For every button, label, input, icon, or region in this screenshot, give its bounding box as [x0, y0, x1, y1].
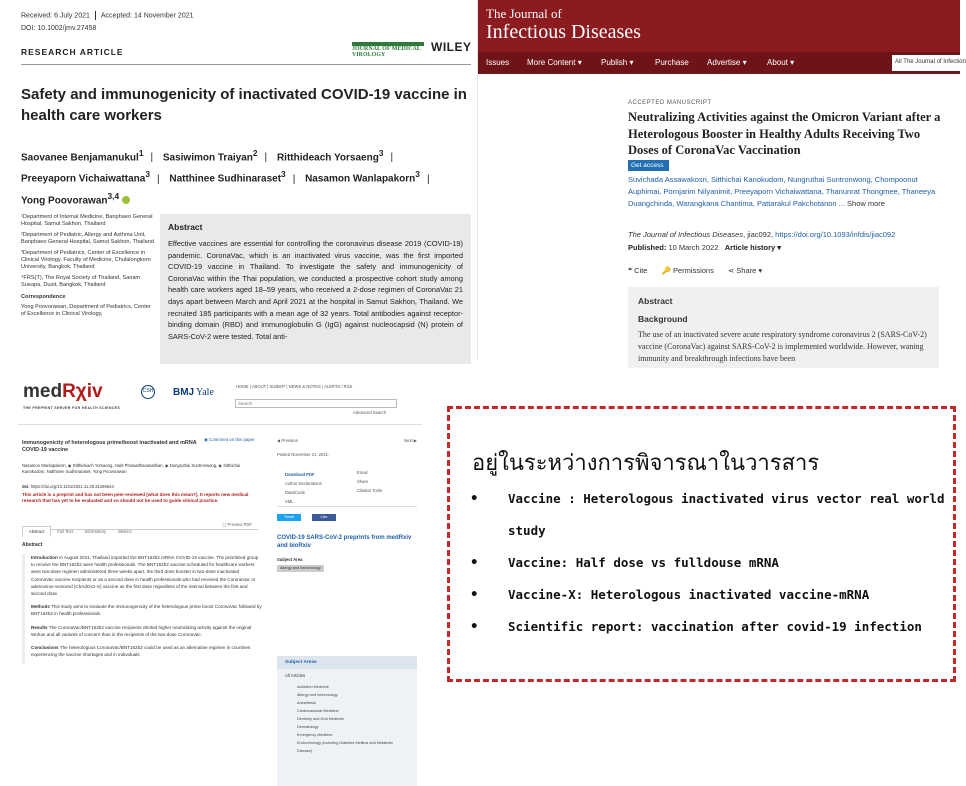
download-pdf-link[interactable]: Download PDF: [285, 472, 315, 477]
abstract-heading: Abstract: [638, 296, 673, 306]
affiliation: ²Department of Pediatric, Allergy and Asthma Unit, Banphaeo General Hospital, Samut Sakhon, Thailand: [21, 231, 154, 246]
yale-logo: Yale: [196, 387, 214, 398]
nav-more-content[interactable]: More Content ▾: [527, 58, 582, 67]
author: Nasamon Wanlapakorn: [305, 173, 416, 185]
nav-advertise[interactable]: Advertise ▾: [707, 58, 747, 67]
data-code-link[interactable]: Data/Code: [285, 490, 306, 495]
jid-article-screenshot: [478, 0, 966, 368]
search-scope-select[interactable]: All The Journal of Infection: [892, 55, 960, 71]
orcid-icon[interactable]: [122, 196, 130, 204]
bullet-icon: •: [470, 491, 479, 507]
article-tools: [628, 266, 774, 275]
subject-areas-panel: [277, 656, 417, 786]
author: Preeyaporn Vichaiwattana: [21, 173, 146, 185]
journal-name-line2: Infectious Diseases: [486, 21, 641, 43]
bullet-icon: •: [470, 619, 479, 635]
share-links: [357, 468, 382, 495]
affiliations: [21, 214, 156, 322]
tab-metrics[interactable]: Metrics: [118, 529, 132, 534]
article-title: Safety and immunogenicity of inactivated COVID-19 vaccine in health care workers: [21, 86, 467, 124]
top-nav[interactable]: HOME | ABOUT | SUBMIT | NEWS & NOTES | ALERTS / RSS: [236, 384, 353, 389]
author-list: Nasamon Wanlapakorn, ◉ Ritthideach Yorsaeng, Harit Phowatthanasathian, ◉ Nungruthai Suntronwong, ◉ Sitthichai Kanokudom, Natthinee Sudhinaraset, Yong Poovorawan: [22, 463, 241, 474]
divider: [21, 64, 471, 65]
tagline: THE PREPRINT SERVER FOR HEALTH SCIENCES: [23, 406, 121, 410]
subject-area-item[interactable]: Emergency Medicine: [297, 733, 333, 737]
correspondence: Yong Poovorawan, Department of Pediatrics, Center of Excellence in Clinical Virology,: [21, 304, 151, 318]
posted-date: Posted November 21, 2021.: [277, 452, 330, 457]
section-label: RESEARCH ARTICLE: [21, 47, 124, 57]
abstract-box: [160, 214, 471, 364]
published-date: 10 March 2022: [668, 243, 719, 252]
author: Sasiwimon Traiyan: [162, 152, 253, 164]
abstract-heading: Abstract: [168, 222, 203, 232]
doi: doi: https://doi.org/10.1101/2021.11.20.21266644: [22, 484, 114, 489]
search-input[interactable]: Search: [235, 399, 397, 408]
next-link[interactable]: Next ▶: [404, 438, 417, 443]
nav-about[interactable]: About ▾: [767, 58, 795, 67]
preprint-title: Immunogenicity of heterologous prime/boost inactivated and mRNA COVID-19 vaccine: [22, 440, 197, 453]
journal-name-line1: The Journal of: [486, 6, 562, 21]
note-item: • Vaccine-X: Heterologous inactivated vaccine-mRNA: [470, 579, 950, 611]
abstract-heading: Abstract: [22, 542, 43, 548]
jmv-article-screenshot: [0, 0, 478, 360]
subject-area-label: Subject Area: [277, 557, 303, 562]
subject-area-item[interactable]: Endocrinology (including Diabetes Mellitus and Metabolic Disease): [297, 741, 394, 753]
abstract-text: Effective vaccines are essential for controlling the coronavirus disease 2019 (COVID-19) pandemic. CoronaVac, which is an inactivated virus vaccine, was the first imported COVID-19 vaccine in Thailand. To investigate the safety and immunogenicity of CoronaVac within the Thai population, we conducted a prospective cohort study among health care workers aged 18–59 years, who received a 2-dose regimen of CoronaVac 21 days apart between March and April 2021 at the hospital in Samut Sakhon, Thailand. We recruited 185 participants with a mean age of 32 years. Total antibodies against receptor-binding domain (RBD) and immunoglobulin G (IgG) against nucleocapsid (N) protein of SARS-CoV-2 were tested. Total anti-: [168, 239, 463, 341]
subject-area-item[interactable]: Addiction Medicine: [297, 685, 329, 689]
share-button[interactable]: ⋖ Share ▾: [727, 266, 763, 275]
subject-area-item[interactable]: Dentistry and Oral Medicine: [297, 717, 344, 721]
author: Ritthideach Yorsaeng: [276, 152, 379, 164]
tab-full-text[interactable]: Full Text: [57, 529, 73, 534]
subject-area-item[interactable]: Dermatology: [297, 725, 319, 729]
journal-logo: JOURNAL OF MEDICAL VIROLOGY: [352, 42, 424, 56]
advanced-search-link[interactable]: Advanced Search: [353, 410, 387, 415]
affiliation: ¹Department of Internal Medicine, Banphaeo General Hospital, Samut Sakhon, Thailand: [21, 214, 153, 228]
note-item: • Vaccine: Half dose vs fulldouse mRNA: [470, 547, 950, 579]
correspondence-heading: Correspondence: [21, 293, 66, 300]
accepted-date: Accepted: 14 November 2021: [100, 12, 194, 20]
subject-areas-heading: Subject Areas: [277, 656, 417, 669]
like-button[interactable]: Like: [312, 514, 336, 521]
journal-nav: [478, 52, 966, 74]
abstract-text: Introduction In August 2021, Thailand imported the BNT162b2 mRNA COVID-19 vaccine. The prioritized group to receive the BNT162b2 were health professionals. The BNT162b2 vaccine scheduled for healthcare workers were two-dose regimen administered three weeks apart, the third dose booster in two-dose inactivated CoronaVac vaccine recipients or as a second dose in health professionals who had received the CoronaVac or adenovirus-vectored (ChAdOx1-S) vaccine as the first dose regardless of the interval between the first and second dose. Methods This study aims to evaluate the immunogenicity of the heterologous prime boost CoronaVac followed by BNT162b2 in health professionals. Results The CoronaVac/BNT162b2 vaccine recipients elicited higher neutralizing activity against the original Wuhan and all variants of concern than in the recipients of the two-dose CoronaVac. Conclusions The heterologous CoronaVac/BNT162b2 could be used as an alternative regimen in countries experiencing the vaccine shortages and in individuals: [22, 554, 262, 664]
background-heading: Background: [638, 314, 688, 324]
share-link[interactable]: Share: [357, 479, 369, 484]
citation: The Journal of Infectious Diseases, jiac092, https://doi.org/10.1093/infdis/jiac092: [628, 230, 896, 239]
article-title: Neutralizing Activities against the Omicron Variant after a Heterologous Booster in Healthy Adults Receiving Two Doses of CoronaVac Vaccination: [628, 110, 941, 157]
note-heading: อยู่ในระหว่างการพิจารณาในวารสาร: [472, 451, 820, 476]
tab-bar: [22, 520, 258, 534]
subject-area-item[interactable]: Anesthesia: [297, 701, 316, 705]
doi: DOI: 10.1002/jmv.27458: [21, 25, 97, 32]
author-list: Saovanee Benjamanukul$^1$ | Sasiwimon Traiyan$^2$ | Ritthideach Yorsaeng$^3$ | Preeyaporn Vichaiwattana$^3$ | Natthinee Sudhinaraset$^3$ | Nasamon Wanlapakorn$^3$ | Yong Poovorawan$^{3,4}$: [21, 148, 430, 206]
get-access-button[interactable]: Get access ›: [628, 160, 669, 171]
permissions-button[interactable]: 🔑 Permissions: [661, 266, 714, 275]
manuscript-label: ACCEPTED MANUSCRIPT: [628, 100, 712, 106]
author: Yong Poovorawan: [21, 194, 108, 206]
medrxiv-preprint-screenshot: [8, 372, 426, 753]
publisher-logo: WILEY: [431, 40, 472, 54]
author: Saovanee Benjamanukul: [21, 152, 139, 164]
download-links: [285, 470, 322, 506]
csh-logo: CSH: [141, 385, 155, 399]
covid-preprints-link[interactable]: COVID-19 SARS-CoV-2 preprints from medRxiv and bioRxiv: [277, 535, 412, 549]
note-item: • Vaccine : Heterologous inactivated virus vector real world study: [470, 483, 950, 547]
bullet-icon: •: [470, 587, 479, 603]
tab-info-history[interactable]: Info/History: [84, 529, 107, 534]
affiliation: ³Department of Pediatrics, Center of Excellence in Clinical Virology, Faculty of Medicine, Chulalongkorn University, Bangkok, Thailand: [21, 249, 151, 271]
subject-area-tag[interactable]: Allergy and Immunology: [277, 565, 324, 572]
subject-area-item[interactable]: Allergy and Immunology: [297, 693, 338, 697]
cite-button[interactable]: ❝ Cite: [628, 266, 648, 275]
preview-pdf-button[interactable]: ▢ Preview PDF: [222, 522, 252, 527]
subject-area-item[interactable]: Cardiovascular Medicine: [297, 709, 339, 713]
tab-abstract[interactable]: Abstract: [22, 526, 51, 537]
published-line: Published: 10 March 2022 Article history ▾: [628, 243, 782, 252]
bmj-logo: BMJ: [173, 387, 195, 398]
affiliation: ⁴FRS(T), The Royal Society of Thailand, Sanam Sueapa, Dusit, Bangkok, Thailand: [21, 274, 141, 289]
article-history-toggle[interactable]: Article history ▾: [724, 243, 782, 252]
preprint-warning: This article is a preprint and has not been peer-reviewed [what does this mean?]. It reports new medical research that has yet to be evaluated and so should not be used to guide clinical practice.: [22, 492, 249, 504]
all-articles-link[interactable]: All Articles: [285, 673, 306, 678]
author-declarations-link[interactable]: Author Declarations: [285, 481, 322, 486]
previous-link[interactable]: ◀ Previous: [277, 438, 298, 443]
xml-link[interactable]: XML: [285, 499, 294, 504]
doi-link[interactable]: https://doi.org/10.1101/2021.11.20.21266644: [30, 484, 114, 489]
doi-link[interactable]: https://doi.org/10.1093/infdis/jiac092: [775, 230, 896, 239]
article-dates: [21, 11, 194, 20]
nav-purchase[interactable]: Purchase: [655, 58, 689, 67]
citation-tools-link[interactable]: Citation Tools: [357, 488, 383, 493]
authors[interactable]: Suvichada Assawakosri, Sitthichai Kanokudom, Nungruthai Suntronwong, Chompoonut Auphimai, Pornjarim Nilyanimit, Preeyaporn Vichaiwattana, Thanunrat Thongmee, Thaneeya Duangchinda, Warangkana Chantima, Pattarakul Pakchotanon ...: [628, 175, 936, 208]
nav-publish[interactable]: Publish ▾: [601, 58, 634, 67]
nav-issues[interactable]: Issues: [486, 58, 510, 67]
abstract-text: The use of an inactivated severe acute respiratory syndrome coronavirus 2 (SARS-CoV-2) vaccine (CoronaVac) against SARS-CoV-2 is implemented worldwide. However, waning immunity and breakthrough infections have been: [638, 330, 927, 363]
show-more-link[interactable]: Show more: [847, 199, 885, 208]
tweet-button[interactable]: Tweet: [277, 514, 301, 521]
bullet-icon: •: [470, 555, 479, 571]
note-list: [470, 483, 950, 643]
author: Natthinee Sudhinaraset: [169, 173, 282, 185]
author-list: [628, 174, 948, 210]
received-date: Received: 6 July 2021: [21, 12, 90, 20]
journal-header: [478, 0, 960, 52]
comment-link[interactable]: ◉ Comment on this paper: [204, 437, 255, 442]
email-link[interactable]: Email: [357, 470, 368, 475]
medrxiv-logo[interactable]: medRχiv: [23, 381, 103, 402]
note-item: • Scientific report: vaccination after covid-19 infection: [470, 611, 950, 643]
abstract-box: [628, 287, 939, 368]
under-review-note: [447, 406, 956, 682]
